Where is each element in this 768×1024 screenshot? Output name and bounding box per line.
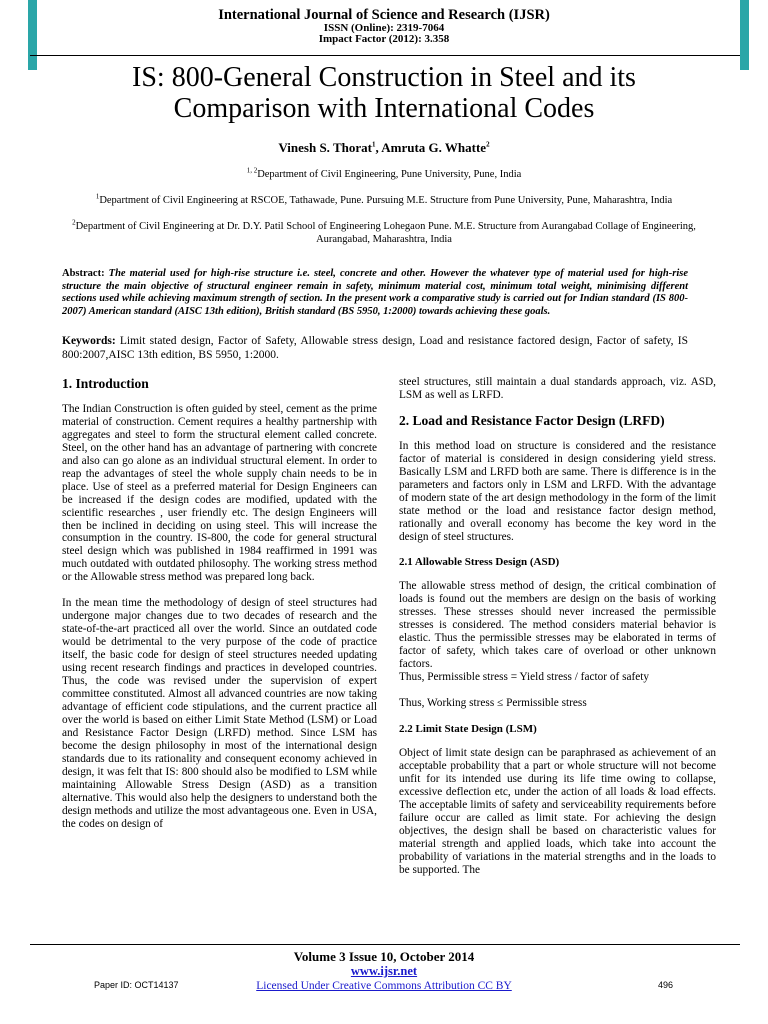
keywords <box>62 334 688 362</box>
abstract <box>62 268 688 318</box>
author-2-sup: 2 <box>486 140 490 149</box>
abstract-text: The material used for high-rise structure i.e. steel, concrete and other. However the whatever type of material used for high-rise structure the main objective of structural engineer remain in safety, minimum material cost, minimum total weight, minimising different sections used while achieving maximum strength of section. In the present work a comparative study is carried out for Indian standard (IS 800-2007) American standard (AISC 13th edition), British standard (BS 5950, 1:2000) towards achieving these goals. <box>62 268 688 317</box>
volume-info: Volume 3 Issue 10, October 2014 <box>293 949 475 964</box>
affiliation-2-sup: 2 <box>72 218 76 227</box>
author-list <box>0 140 768 156</box>
website-link[interactable]: www.ijsr.net <box>350 964 418 978</box>
keywords-label: Keywords: <box>62 335 116 347</box>
section-2-2-heading: 2.2 Limit State Design (LSM) <box>399 723 537 736</box>
intro-paragraph-1: The Indian Construction is often guided by steel, cement as the prime material of construction. Cement requires a healthy partnership with aggregates and steel to form the structural element called concrete. Steel, on the other hand has an advantage of partnering with concrete and also can go alone as an individual structural element. In order to reap the advantages of steel the whole supply chain needs to be in place. Use of steel as a preferred material for Design Engineers can be increased if the design codes are modified, updated with the scientific researches , user friendly etc. The design Engineers will then be inclined in deciding on using steel. This will increase the consumption in the country. IS-800, the code for general structural steel design which was published in 1984 reaffirmed in 1991 was much outdated with outdated philosophy. The working stress method or the Allowable stress method was prepared long back. <box>62 402 377 584</box>
affiliation-1-text: Department of Civil Engineering at RSCOE, Tathawade, Pune. Pursuing M.E. Structure from Pune University, Pune, Maharashtra, India <box>99 195 673 206</box>
affiliation-2-text: Department of Civil Engineering at Dr. D.Y. Patil School of Engineering Lohegaon Pune. M.E. Structure from Aurangabad Collage of Engineering, Aurangabad, Maharashtra, India <box>75 221 696 245</box>
paper-title <box>0 62 768 124</box>
header-divider <box>30 55 740 56</box>
title-line-2: Comparison with International Codes <box>173 93 595 124</box>
continued-paragraph: steel structures, still maintain a dual standards approach, viz. ASD, LSM as well as LRFD. <box>399 376 716 401</box>
affiliation-0-text: Department of Civil Engineering, Pune University, Pune, India <box>257 169 522 180</box>
abstract-label: Abstract: <box>62 268 105 279</box>
keywords-text: Limit stated design, Factor of Safety, Allowable stress design, Load and resistance factored design, Factor of safety, IS 800:2007,AISC 13th edition, BS 5950, 1:2000. <box>62 335 688 362</box>
author-1-sup: 1 <box>371 140 376 149</box>
page-number: 496 <box>658 980 674 990</box>
affiliation-0-sup: 1, 2 <box>246 166 258 175</box>
paper-id: Paper ID: OCT14137 <box>94 980 179 990</box>
journal-header <box>0 8 768 45</box>
journal-issn: ISSN (Online): 2319-7064 <box>323 21 445 34</box>
journal-name: International Journal of Science and Research (IJSR) <box>218 7 550 23</box>
section-2-1-heading: 2.1 Allowable Stress Design (ASD) <box>399 556 560 569</box>
author-2: Amruta G. Whatte <box>381 140 487 155</box>
formula-working-stress: Thus, Working stress ≤ Permissible stress <box>399 697 587 710</box>
journal-impact-factor: Impact Factor (2012): 3.358 <box>318 32 450 45</box>
asd-paragraph: The allowable stress method of design, the critical combination of loads is found out the members are design on the basis of working stresses. These stresses should never increased the permissible stresses is considered. The method considers material behavior is elastic. Thus the permissible stresses may be elaborated in terms of factor of safety, which takes care of overload or other unknown factors. <box>399 580 716 671</box>
section-1-heading: 1. Introduction <box>62 376 149 391</box>
affiliation-1-sup: 1 <box>95 192 100 201</box>
formula-permissible-stress: Thus, Permissible stress = Yield stress / factor of safety <box>399 671 650 684</box>
lsm-paragraph: Object of limit state design can be paraphrased as achievement of an acceptable probability that a part or whole structure will not become unfit for its intended use during its life time owing to collapse, excessive deflection etc, under the action of all loads & load effects. The acceptable limits of safety and serviceability requirements before failure occur are called as limit state. For achieving the design objectives, the design shall be based on characteristic values for material strength and applied loads, which take into account the probability of variations in the material strengths and in the loads to be supported. The <box>399 746 716 876</box>
title-line-1: IS: 800-General Construction in Steel and its <box>132 62 636 93</box>
affiliation-2 <box>60 220 708 246</box>
footer-divider <box>30 944 740 945</box>
intro-paragraph-2: In the mean time the methodology of design of steel structures had undergone major changes due to two decades of research and the state-of-the-art practiced all over the world. Since an outdated code would be detrimental to the very purpose of the code of practice itself, the basic code for design of steel structures needed updating using recent research findings and practices in developed countries. Thus, the code was revised under the supervision of expert committee constituted. Almost all advanced countries are now taking advantage of efficient code stipulations, and the current practice all over the world is based on either Limit State Method (LSM) or Load and Resistance Factor Design (LRFD) method. Since LSM has become the design philosophy in most of the international design standards due to its rationality and consequent economy achieved in design, it was felt that IS: 800 should also be modified to LSM while maintaining Allowable Stress Design (ASD) as a transition alternative. This would also help the designers to understand both the design methods and utilize the most advantageous one. Even in USA, the codes on design of <box>62 597 377 830</box>
right-column <box>399 376 716 890</box>
left-column <box>62 376 377 843</box>
author-separator: , <box>375 140 382 155</box>
section-2-heading: 2. Load and Resistance Factor Design (LRFD) <box>399 412 665 428</box>
affiliation-1 <box>60 194 708 207</box>
affiliation-0 <box>60 168 708 181</box>
license-link[interactable]: Licensed Under Creative Commons Attribution CC BY <box>256 980 512 992</box>
author-1: Vinesh S. Thorat <box>278 140 372 155</box>
lrfd-paragraph: In this method load on structure is considered and the resistance factor of material is considered in design considering yield stress. Basically LSM and LRFD both are same. There is difference is in the parameters and factors only in LSM and LRFD. With the advantage of modern state of the art design methodology in the form of the limit state method or the load and resistance factor design method, rationally and overall economy has become the key word in the design of steel structures. <box>399 439 716 543</box>
